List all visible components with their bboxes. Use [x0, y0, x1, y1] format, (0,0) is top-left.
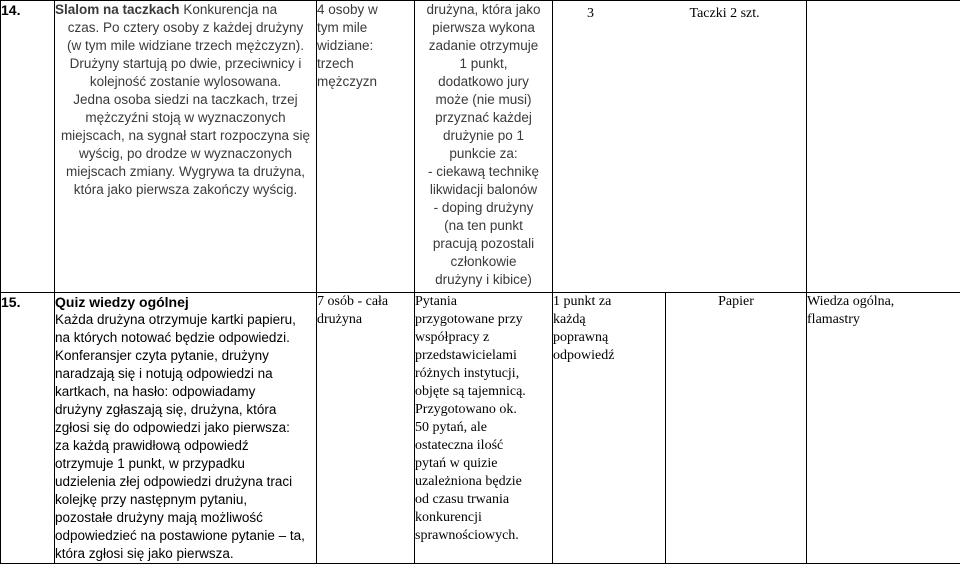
row-number: 14. [1, 1, 55, 293]
row-number: 15. [1, 293, 55, 564]
scoring-line: drużynie po 1 [442, 128, 525, 143]
description-line: naradzają się i notują odpowiedzi na [55, 366, 273, 381]
scoring-line: objęte są tajemnicą. [415, 384, 526, 399]
scoring-line: pracują pozostali [432, 236, 535, 251]
description-line: miejscach, na sygnał start rozpoczyna się [60, 128, 311, 143]
scoring-line: dodatkowo jury [438, 74, 529, 89]
participants-line: trzech [317, 56, 354, 71]
participants-line: mężczyzn [317, 74, 378, 89]
scoring-line: drużyny i kibice) [435, 272, 532, 287]
table-row-14 [1, 1, 960, 293]
scoring-line: (na ten punkt [444, 218, 523, 233]
scoring-line: 50 pytań, ale [415, 420, 487, 435]
scoring-line: pierwsza wykona [432, 20, 535, 35]
description-line: kolejkę przy następnym pytaniu, [55, 492, 248, 507]
competition-description [55, 1, 317, 293]
participants-cell [317, 1, 415, 293]
scoring-line: Pytania [415, 294, 457, 309]
description-line: Drużyny startują po dwie, przeciwnicy i [69, 56, 302, 71]
skills-line: Wiedza ogólna, [807, 294, 895, 309]
participants-line: 7 osób - cała [317, 294, 389, 309]
scoring-line: punkcie za: [449, 146, 518, 161]
description-line: pozostałe drużyny mają możliwość [55, 510, 263, 525]
description-line: na których notować będzie odpowiedzi. [55, 330, 290, 345]
description-line [55, 1, 316, 19]
scoring-line: - ciekawą technikę [427, 164, 540, 179]
scoring-line: drużyna, która jako [426, 2, 541, 17]
participants-line: tym mile [317, 20, 368, 35]
description-line: która jako pierwsza zakończy wyścig. [73, 182, 298, 197]
points-line: odpowiedź [553, 348, 615, 363]
points-prize-cell [553, 1, 807, 293]
scoring-line: członkowie [450, 254, 517, 269]
scoring-line: uzależniona będzie [415, 474, 522, 489]
points-line: 1 punkt za [553, 294, 612, 309]
description-line: kartkach, na hasło: odpowiadamy [55, 384, 256, 399]
scoring-line: ostateczna ilość [415, 438, 504, 453]
skills-line: flamastry [807, 312, 860, 327]
description-line: która zgłosi się jako pierwsza. [55, 546, 234, 561]
description-line: udzielenia złej odpowiedzi drużyna traci [55, 474, 293, 489]
scoring-line: przedstawicielami [415, 348, 517, 363]
points-line: poprawną [553, 330, 609, 345]
competition-description [55, 293, 317, 564]
skills-cell [807, 293, 960, 564]
points-line: każdą [553, 312, 586, 327]
prize-value: Taczki 2 szt. [689, 6, 760, 21]
skills-cell [807, 1, 960, 293]
competition-title: Slalom na taczkach [55, 2, 180, 17]
title-rest: Konkurencja na [183, 2, 278, 17]
scoring-line: sprawnościowych. [415, 528, 519, 543]
description-line: Jedna osoba siedzi na taczkach, trzej [73, 92, 298, 107]
scoring-line: zadanie otrzymuje [428, 38, 539, 53]
scoring-line: współpracy z [415, 330, 490, 345]
description-line: zgłosi się do odpowiedzi jako pierwsza: [55, 420, 290, 435]
prize-cell: Papier [666, 293, 807, 564]
description-line: drużyny zgłaszają się, drużyna, która [55, 402, 277, 417]
scoring-line: Przygotowano ok. [415, 402, 517, 417]
scoring-rules-cell [415, 1, 553, 293]
description-line: wyścig, po drodze w wyznaczonych [78, 146, 293, 161]
scoring-rules-cell [415, 293, 553, 564]
participants-line: 4 osoby w [317, 2, 378, 17]
competition-title: Quiz wiedzy ogólnej [55, 294, 189, 310]
description-line: odpowiedzieć na postawione pytanie – ta, [55, 528, 305, 543]
scoring-line: przygotowane przy [415, 312, 523, 327]
description-line: miejscach zmiany. Wygrywa ta drużyna, [66, 164, 305, 179]
scoring-line: przyznać każdej [435, 110, 532, 125]
points-cell [553, 293, 666, 564]
table-row-15 [1, 293, 960, 564]
scoring-line: od czasu trwania [415, 492, 510, 507]
points-value: 3 [587, 6, 594, 21]
description-line: mężczyźni stoją w wyznaczonych [85, 110, 286, 125]
scoring-line: - doping drużyny [433, 200, 534, 215]
participants-line: widziane: [317, 38, 374, 53]
description-line: Konferansjer czyta pytanie, drużyny [55, 348, 269, 363]
description-line: kolejność zostanie wylosowana. [89, 74, 282, 89]
participants-line: drużyna [317, 312, 363, 327]
description-line: Każda drużyna otrzymuje kartki papieru, [55, 312, 296, 327]
scoring-line: pytań w quizie [415, 456, 498, 471]
participants-cell [317, 293, 415, 564]
description-line: za każdą prawidłową odpowiedź [55, 438, 249, 453]
scoring-line: konkurencji [415, 510, 482, 525]
scoring-line: różnych instytucji, [415, 366, 520, 381]
scoring-line: może (nie musi) [435, 92, 532, 107]
scoring-line: 1 punkt, [459, 56, 508, 71]
description-line: czas. Po cztery osoby z każdej drużyny [67, 20, 304, 35]
description-line: otrzymuje 1 punkt, w przypadku [55, 456, 245, 471]
scoring-line: likwidacji balonów [429, 182, 538, 197]
description-line: (w tym mile widziane trzech mężczyzn). [66, 38, 305, 53]
